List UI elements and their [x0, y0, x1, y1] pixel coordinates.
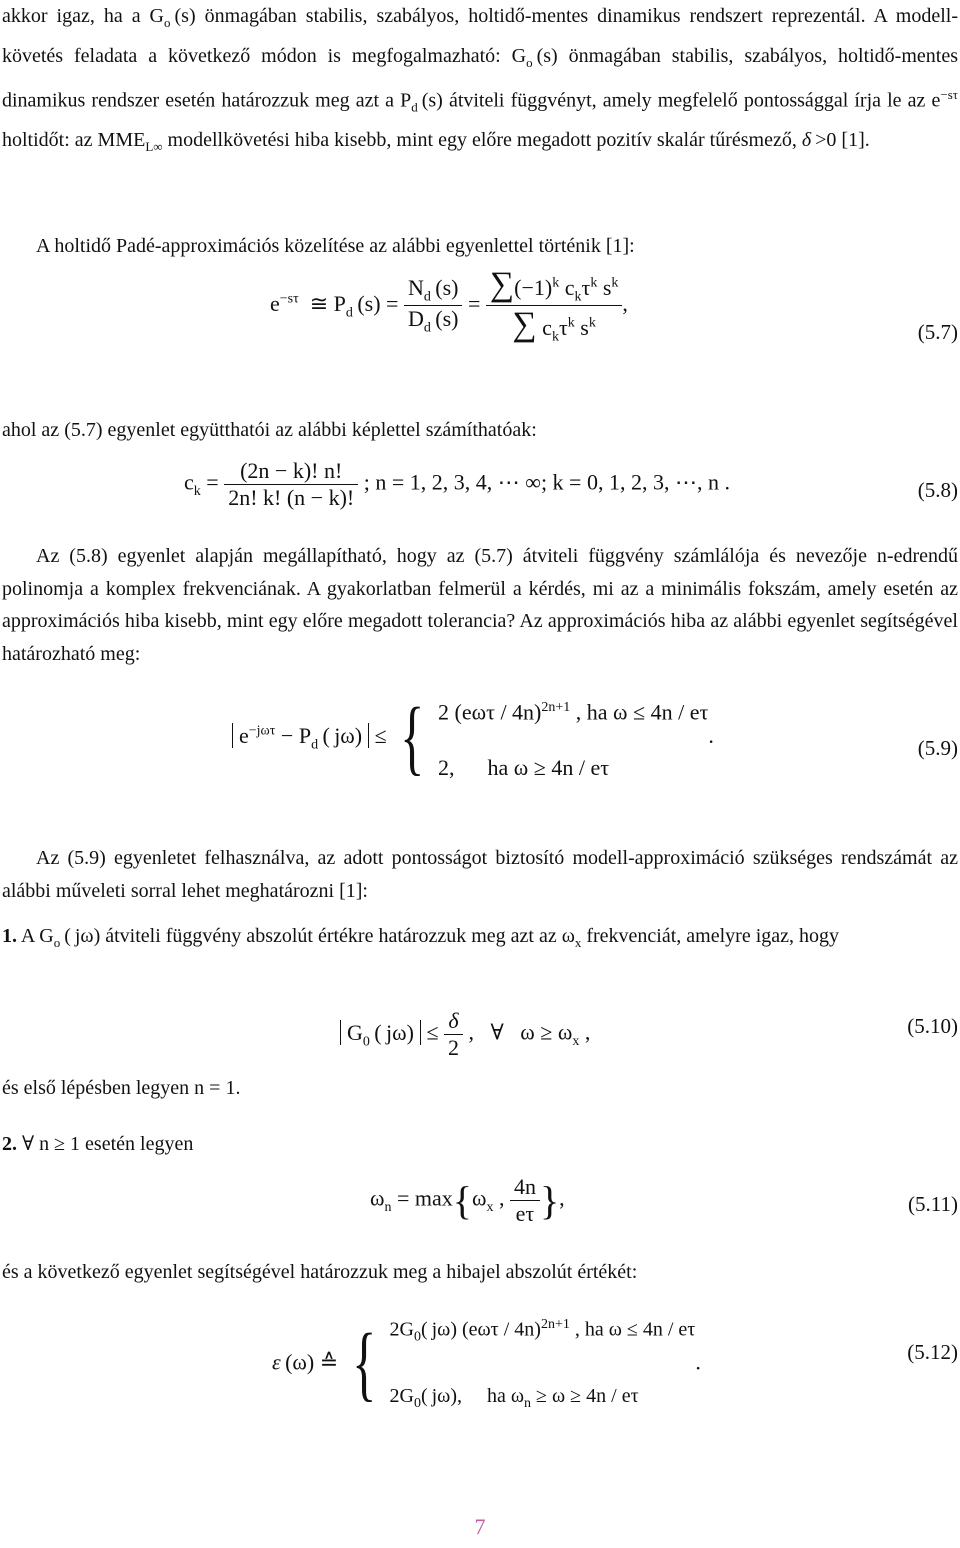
fraction-ck: $\frac{(2n - k)! n!}{2n! k! (n - k)!}$	[224, 458, 358, 511]
equation-5-11: $\omega_n = \max\{\omega_x$ , $\frac{4n}{e\tau}$ },	[370, 1174, 565, 1226]
step-1b: és első lépésben legyen n = 1.	[2, 1077, 241, 1099]
fraction-pade-sums: $\frac{\sum(-1)^k c_k\tau^k s^k}{\sum c_k\tau^k s^k}$	[486, 266, 622, 346]
paragraph-procedure: Az (5.9) egyenletet felhasználva, az adott pontosságot biztosító modell-approximáció szükséges rendszámát az alábbi műveleti sorral lehet meghatározni [1]:	[2, 847, 958, 902]
equation-number-5-11: (5.11)	[908, 1192, 958, 1216]
equation-number-5-9: (5.9)	[917, 736, 958, 760]
page-number: 7	[474, 1514, 486, 1539]
step-2b: és a következő egyenlet segítségével határozzuk meg a hibajel abszolút értékét:	[2, 1261, 638, 1283]
equation-number-5-8: (5.8)	[917, 478, 958, 502]
paragraph-order: Az (5.8) egyenlet alapján megállapítható, hogy az (5.7) átviteli függvény számlálója és nevezője n-edrendű polinomja a komplex frekvenciának. A gyakorlatban felmerül a kérdés, mi az a minimális fokszám, amely esetén az approximációs hiba kisebb, mint egy előre megadott tolerancia? Az approximációs hiba az alábbi egyenlet segítségével határozható meg:	[2, 545, 958, 665]
equation-5-9: $e^{-j\omega\tau} - P_d$ ( jω) ≤ { 2 (eωτ / 4n)$^{2n+1}$ , ha ω ≤ 4n / eτ 2, ha ω ≥ 4n / eτ .	[232, 680, 714, 796]
equation-number-5-7: (5.7)	[917, 320, 958, 344]
equation-5-10: $G_0$ ( jω) ≤ $\frac{\delta}{2}$ , ∀ $\omega \ge \omega_x$ ,	[340, 1008, 590, 1061]
equation-number-5-12: (5.12)	[907, 1340, 958, 1364]
equation-5-7: $e^{-s\tau}$ ≅ $P_d$ (s) = $\frac{N_d (s)}{D_d (s)}$ = $\frac{\sum(-1)^k c_k\tau^k s^k}{\sum c_k\tau^k s^k}$ ,	[270, 266, 628, 345]
fraction-nd-dd: $\frac{N_d (s)}{D_d (s)}$	[404, 275, 463, 337]
paragraph-pade-intro: A holtidő Padé-approximációs közelítése az alábbi egyenlettel történik [1]:	[36, 235, 635, 257]
paragraph-intro: akkor igaz, ha a $G_o$ (s) önmagában stabilis, szabályos, holtidő-mentes dinamikus rendszert reprezentál. A modell-követés feladata a következő módon is megfogalmazható: $G_o$ (s) önmagában stabilis, szabályos, holtidő-mentes dinamikus rendszer esetén határozzuk meg azt a $P_d$ (s) átviteli függvényt, amely megfelelő pontossággal írja le az $e^{-s\tau}$ holtidőt: az $MME_{L\infty}$ modellkövetési hiba kisebb, mint egy előre megadott pozitív skalár tűrésmező, δ >0 [1].	[2, 5, 959, 155]
equation-5-8: $c_k$ = $\frac{(2n - k)! n!}{2n! k! (n - k)!}$ ; n = 1, 2, 3, 4, ⋯ ∞; k = 0, 1, 2, 3, ⋯, n .	[184, 458, 730, 510]
equation-number-5-10: (5.10)	[907, 1014, 958, 1038]
step-1: 1. A $G_o$ ( jω) átviteli függvény abszolút értékre határozzuk meg azt az $\omega_x$ frekvenciát, amelyre igaz, hogy	[2, 925, 840, 950]
paragraph-coefficients: ahol az (5.7) egyenlet együtthatói az alábbi képlettel számíthatóak:	[2, 419, 537, 441]
equation-5-12: ε (ω) ≙ { $2G_0$( jω) (eωτ / 4n)$^{2n+1}$ , ha ω ≤ 4n / eτ $2G_0$( jω), ha $\omega_n \ge \omega \ge 4n / e\tau$ .	[272, 1317, 701, 1411]
step-2: 2. ∀ n ≥ 1 esetén legyen	[2, 1133, 194, 1155]
